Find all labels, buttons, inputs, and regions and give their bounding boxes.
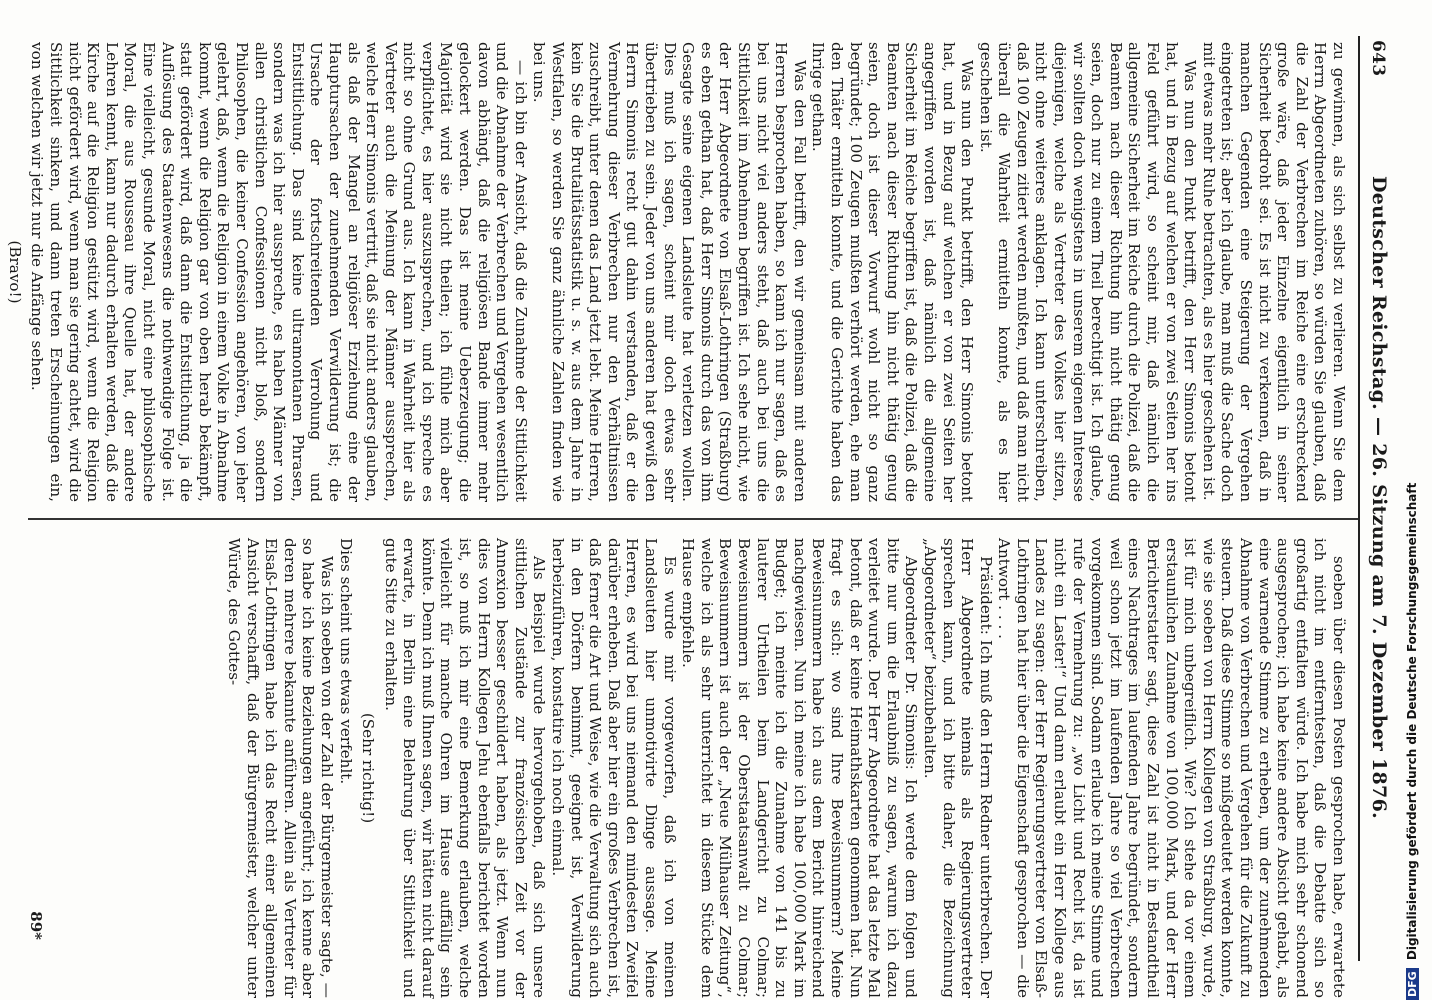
paragraph: Abgeordneter Dr. Simonis: Ich werde dem folgen und bitte nur um die Erlaubniß zu sagen, warum ich dazu verleitet wurde. Der Herr Abgeordnete hat das letzte Mal betont, daß er keine Heimathskarten genommen hat. Nun fragt es sich: wo sind Ihre Beweisnummern? Meine Beweisnummern habe ich aus dem Bericht hinreichend nachgewiesen. Nun ich meine ich habe 100,000 Mark im Budget; ich meinte ich die Zunahme von 141 bis zu lauterer Urtheilen beim Landgericht zu Colmar; Beweisnummern ist der Oberstaatsanwalt zu Colmar; Beweisnummern ist auch der „Neue Mülhauser Zeitung“, welche ich als sehr unterrichtet in diesem Stücke dem Hause empfehle.: [679, 538, 921, 998]
paragraph: zu gewinnen, als sich selbst zu verlieren. Wenn Sie dem Herrn Abgeordneten zuhören, so würden Sie glauben, daß die Zahl der Verbrechen im Reiche eine erschreckend große wäre, daß jeder Einzelne eigentlich in seiner Sicherheit bedroht sei. Es ist nicht zu verkennen, daß in manchen Gegenden eine Steigerung der Vergehen eingetreten ist; aber ich glaube, man muß die Sache doch mit etwas mehr Ruhe betrachten, als es hier geschehen ist.: [1199, 42, 1348, 502]
header-rule: [1358, 36, 1360, 961]
left-column: [0, 42, 1348, 502]
paragraph: Präsident: Ich muß den Herrn Redner unterbrechen. Der Herr Abgeordnete niemals als Regierungsvertreter sprechen kann, und ich bitte daher, die Bezeichnung „Abgeordneter“ beizubehalten.: [920, 538, 995, 998]
paragraph: soeben über diesen Posten gesprochen habe, erwartete ich nicht im entferntesten, daß die Debatte sich so großartig entfalten würde. Ich habe mich sehr schonend ausgesprochen; ich habe keine andere Absicht gehabt, als eine warnende Stimme zu erheben, um der zunehmenden Abnahme von Verbrechen und Vergehen für die Zukunft zu steuern. Daß diese Stimme so mißgedeutet werden konnte, wie sie soeben von Herrn Kollegen von Straßburg, wurde, ist für mich unbegreiflich. Wie? Ich stehe da vor einem erstaunlichen Zunahme von 100,000 Mark, und der Herr Berichterstatter sagt, diese Zahl ist nicht in Bestandtheil eines Nachtrages im laufenden Jahre begründet, sondern weil schon jetzt im laufenden Jahre so viel Verbrechen vorgekommen sind. Sodann erlaube ich meine Stimme und rufe der Vermehrung zu: „wo Licht und Recht ist, da ist nicht ein Laster!“ Und dann erlaubt ein Herr Kollege aus Landes zu sagen: der Herr Regierungsvertreter von Elsaß-Lothringen hat hier über die Eigenschaft gesprochen — die Antwort . . . .: [995, 538, 1348, 998]
right-column: [224, 538, 1348, 998]
paragraph: (Sehr richtig!): [359, 712, 378, 824]
running-head: [1364, 40, 1392, 955]
digitization-credit-text: Digitalisierung gefördert durch die Deutsche Forschungsgemeinschaft: [1405, 482, 1419, 961]
dfg-logo: DFG: [1406, 968, 1419, 1000]
paragraph: Was nun den Punkt betrifft, den Herr Simonis betont hat, und in Bezug auf welchen er von zwei Seiten her angegriffen worden ist, daß nämlich die allgemeine Sicherheit im Reiche begriffen ist, daß die Polizei, daß die Beamten nach dieser Richtung hin nicht thätig genug seien, doch ist dieser Vorwurf wohl nicht so ganz begründet; 100 Zeugen mußten verhört werden, ehe man den Thäter ermitteln konnte, und die Gerichte haben das Ihrige gethan.: [809, 42, 977, 502]
column-divider: [28, 518, 1358, 520]
digitization-credit: [1405, 0, 1419, 1000]
paragraph: Was ich soeben von der Zahl der Bürgermeister sagte, — so habe ich keine Beziehungen angeführt; ich kenne aber deren mehrere bekannte anführen. Allein als Vertreter für Elsaß-Lothringen habe ich das Recht einer allgemeinen Ansicht verschafft, daß der Bürgermeister, welcher unter Würde, des Gottes-: [224, 538, 336, 998]
paragraph: Was den Fall betrifft, den wir gemeinsam mit anderen Herren besprochen haben, so kann ich nur sagen, daß es bei uns nicht viel anders steht, daß auch bei uns die Sittlichkeit im Abnehmen begriffen ist. Ich sehe nicht, wie der Herr Abgeordnete von Elsaß-Lothringen (Straßburg) es eben gethan hat, daß Herr Simonis durch das von ihm Gesagte seine eigenen Landsleute hat verletzen wollen. Dies muß ich sagen, scheint mir doch etwas sehr übertrieben zu sein. Jeder von uns anderen hat gewiß den Herrn Simonis recht gut dahin verstanden, daß er die Vermehrung dieser Verbrechen nur den Verhältnissen zuschreibt, unter denen das Land jetzt lebt. Meine Herren, kein Sie die Brutalitätsstatistik u. s. w. aus dem Jahre in Westfalen, so werden Sie ganz ähnliche Zahlen finden wie bei uns.: [530, 42, 809, 502]
page-number: 643: [1368, 40, 1388, 77]
page-header-title: Deutscher Reichstag. — 26. Sitzung am 7. Dezember 1876.: [1368, 175, 1390, 820]
paragraph: Was nun den Punkt betrifft, den Herr Simonis betont hat, und in Bezug auf welchen er von zwei Seiten her ins Feld geführt wird, so scheint mir, daß nämlich die allgemeine Sicherheit im Reiche durch die Polizei, daß die Beamten nach dieser Richtung hin nicht thätig genug seien, doch nur zu einem Theil berechtigt ist. Ich glaube, wir sollten doch wenigstens in unserem eigenen Interesse diejenigen, welche als Vertreter des Volkes hier sitzen, nicht ohne weiteres anklagen. Ich kann unterschreiben, daß 100 Zeugen zitiert werden mußten, und daß man nicht überall die Wahrheit ermitteln konnte, als es hier geschehen ist.: [976, 42, 1200, 502]
paragraph: [0, 42, 1, 502]
paragraph: Es wurde mir vorgeworfen, daß ich von meinen Landsleuten hier unmotivirte Dinge aussage. Meine Herren, es wird bei uns niemand den mindesten Zweifel darüber erheben. Daß aber hier ein großes Verbrechen ist, daß ferner die Art und Weise, wie die Verwaltung sich auch in den Dörfern benimmt, geeignet ist, Verwilderung herbeizuführen, konstatire ich noch einmal.: [549, 538, 679, 998]
paragraph: Dies scheint uns etwas verfehlt.: [336, 538, 355, 785]
signature-mark: 89*: [27, 911, 45, 940]
paragraph: Als Beispiel wurde hervorgehoben, daß sich unsere sittlichen Zustände zur französischen Zeit vor der Annexion besser geschildert haben, als jetzt. Wenn nun dies von Herrn Kollegen Jehu ebenfalls berichtet worden ist, so muß ich mir eine Bemerkung erlauben, welche vielleicht für manche Ohren im Hause auffällig sein könnte. Denn ich muß Ihnen sagen, wir hätten nicht darauf erwarte, in Berlin eine Belehrung über Sittlichkeit und gute Sitte zu erhalten.: [381, 538, 549, 998]
paragraph: (Bravo!): [5, 240, 24, 304]
paragraph: — ich bin der Ansicht, daß die Zunahme der Sittlichkeit und die Abnahme der Verbrechen und Vergehen wesentlich davon abhängt, daß die religiösen Bande immer mehr gelockert werden. Das ist meine Ueberzeugung; die Majorität wird sie nicht theilen; ich fühle mich aber verpflichtet, es hier auszusprechen, und ich spreche es nicht so ohne Grund aus. Ich kann in Wahrheit hier als Vertreter auch die Meinung der Männer aussprechen, welche Herr Simonis vertritt, daß sie nicht anders glauben, als daß der Mangel an religiöser Erziehung eine der Hauptursachen der zunehmenden Verwilderung ist; die Ursache der fortschreitenden Verrohung und Entsittlichung. Das sind keine ultramontanen Phrasen, sondern was ich hier ausspreche, es haben Männer von allen christlichen Confessionen nicht bloß, sondern Philosophen, die keiner Confession angehören, von jeher gelehrt, daß, wenn die Religion in einem Volke in Abnahme kommt, wenn die Religion gar von oben herab bekämpft, statt gefördert wird, daß dann die Entsittlichung, ja die Auflösung des Staatenwesens die nothwendige Folge ist. Eine vielleicht, gesunde Moral, nicht eine philosophische Moral, die aus Rousseau ihre Quelle hat, der andere Lehren kennt, kann nur dadurch erhalten werden, daß die Kirche auf die Religion gestützt wird, wenn die Religion nicht gefördert wird, wenn man sie gering achtet, wird die Sittlichkeit sinken, und dann treten Erscheinungen ein, von welchen wir jetzt nur die Anfänge sehen.: [28, 42, 530, 502]
